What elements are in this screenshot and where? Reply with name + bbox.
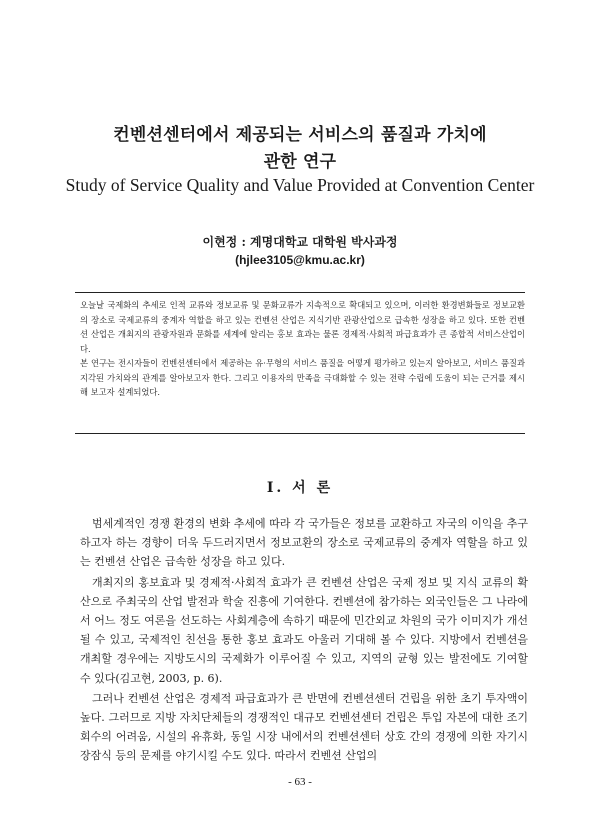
body-paragraph-3: 그러나 컨벤션 산업은 경제적 파급효과가 큰 반면에 컨벤션센터 건립을 위한 초기 투자액이 높다. 그러므로 지방 자치단체들의 경쟁적인 대규모 컨벤션센터 건립은 투입 자본에 대한 조기 회수의 어려움, 시설의 유휴화, 동일 시장 내에서의 컨벤션센터 상호 간의 경쟁에 의한 자기시장잠식 등의 문제를 야기시킬 수도 있다. 따라서 컨벤션 산업의 [80, 691, 528, 763]
body-paragraph-1: 범세계적인 경쟁 환경의 변화 추세에 따라 각 국가들은 정보를 교환하고 자국의 이익을 추구하고자 하는 경향이 더욱 두드러지면서 정보교환의 장소로 국제교류의 중계자 역할을 하고 있는 컨벤션 산업은 급속한 성장을 하고 있다. [80, 517, 528, 569]
abstract-paragraph-2: 본 연구는 전시자들이 컨벤션센터에서 제공하는 유·무형의 서비스 품질을 어떻게 평가하고 있는지 알아보고, 서비스 품질과 지각된 가치와의 관계를 알아보고자 한다. 그리고 이용자의 만족을 극대화할 수 있는 전략 수립에 도움이 되는 근거를 제시해 보고자 설계되었다. [80, 358, 525, 397]
abstract-bottom-rule [75, 433, 525, 434]
page-number: - 63 - [288, 776, 312, 788]
body-paragraph-2: 개최지의 홍보효과 및 경제적·사회적 효과가 큰 컨벤션 산업은 국제 정보 및 지식 교류의 확산으로 주최국의 산업 발전과 학술 진흥에 기여한다. 컨벤션에 참가하는 외국인들은 그 나라에서 어느 정도 여론을 선도하는 사회계층에 속하기 때문에 민간외교 차원의 국가 이미지가 개선될 수 있고, 국제적인 친선을 통한 홍보 효과도 아울러 기대해 볼 수 있다. 지방에서 컨벤션을 개최할 경우에는 지방도시의 국제화가 이루어질 수 있고, 지역의 균형 있는 발전에도 기여할 수 있다(김고현, 2003, p. 6). [80, 575, 528, 685]
abstract-paragraph-1: 오늘날 국제화의 추세로 인적 교류와 정보교류 및 문화교류가 지속적으로 확대되고 있으며, 이러한 환경변화들로 정보교환의 장소로 국제교류의 중계자 역할을 하고 있는 컨벤션 산업은 지식기반 관광산업으로 급속한 성장을 하고 있다. 또한 컨벤션 산업은 개최지의 관광자원과 문화를 세계에 알리는 홍보 효과는 물론 경제적·사회적 파급효과가 큰 종합적 서비스산업이다. [80, 300, 525, 354]
abstract-top-rule [75, 292, 525, 293]
english-title: Study of Service Quality and Value Provided at Convention Center [65, 175, 535, 195]
korean-title-line-2: 관한 연구 [263, 152, 337, 172]
section-heading: Ⅰ. 서 론 [266, 480, 334, 496]
korean-title-line-1: 컨벤션센터에서 제공되는 서비스의 품질과 가치에 [113, 125, 487, 145]
author-email: (hjlee3105@kmu.ac.kr) [235, 253, 365, 267]
body-text [80, 514, 528, 767]
abstract [80, 298, 525, 400]
author-affiliation: 이현정 : 계명대학교 대학원 박사과정 [202, 235, 398, 249]
